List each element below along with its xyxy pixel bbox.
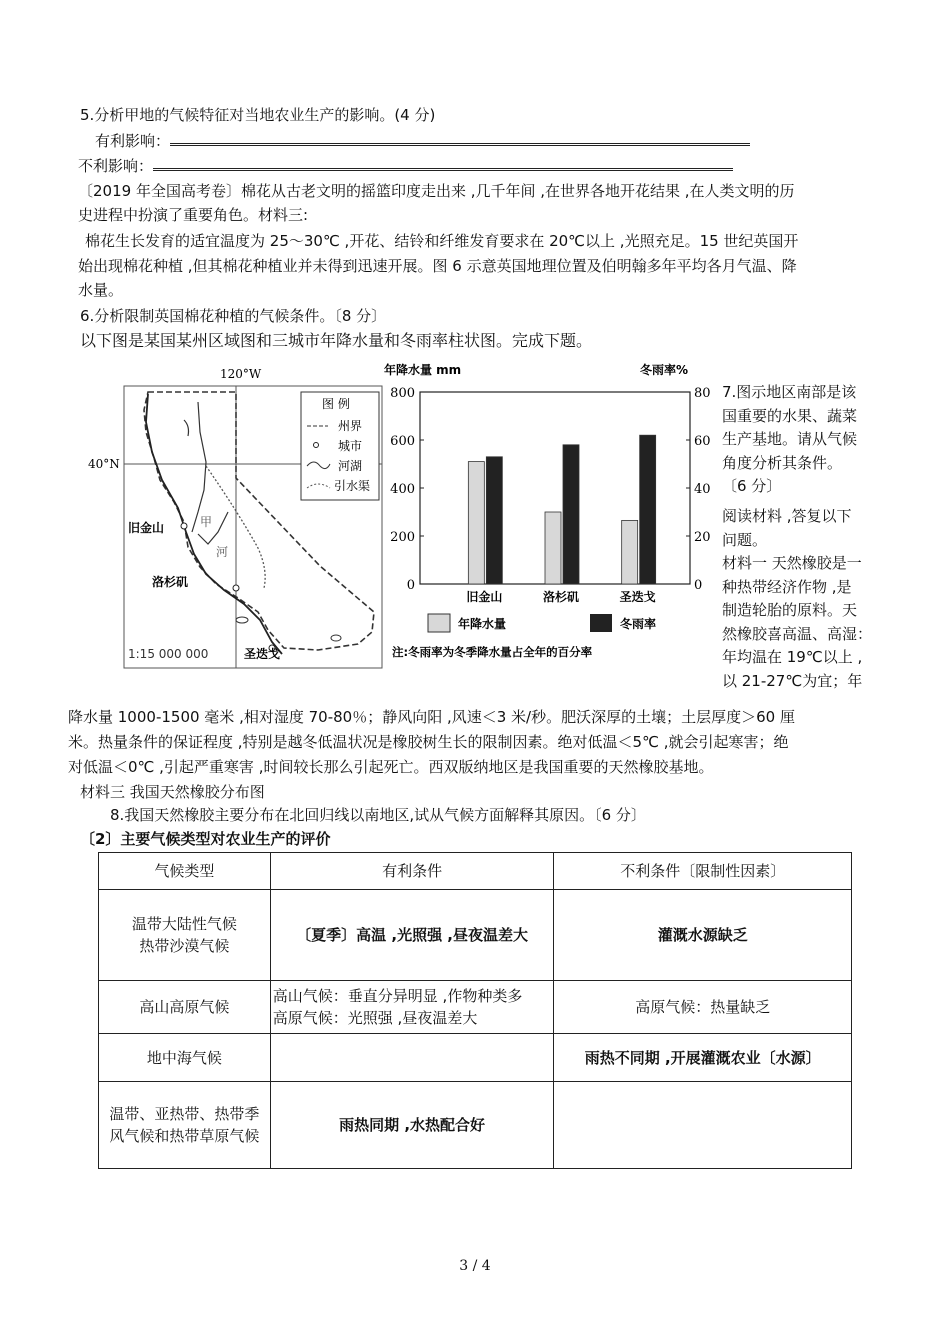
favorable-cell [270,981,554,1034]
q7-line: 角度分析其条件。 [722,453,843,472]
city-los-angeles: 洛杉矶 [152,575,189,589]
table-row [99,1082,852,1169]
precip-bar [468,462,484,584]
favorable-cell-text: 高原气候：光照强 ,昼夜温差大 [272,1009,478,1027]
material-3: 材料三 我国天然橡胶分布图 [80,783,265,801]
q5-favorable-label: 有利影响： [95,132,171,150]
coastline [146,394,282,654]
city-dot-san-francisco [181,523,187,529]
map-scale: 1:15 000 000 [128,647,209,661]
left-tick-label: 0 [406,578,415,593]
climate-type-cell-text: 高山高原气候 [139,998,230,1016]
river-branch [184,420,189,436]
city-san-francisco: 旧金山 [128,521,165,535]
rubber-side-line: 阅读材料 ,答复以下 [722,507,852,525]
material-2019-line1: 〔2019 年全国高考卷〕棉花从古老文明的摇篮印度走出来 ,几千年间 ,在世界各地开花结果 ,在人类文明的历 [78,182,795,200]
q5-unfavorable-label: 不利影响： [78,157,154,175]
unfavorable-cell [554,1034,852,1082]
chart-title-left: 年降水量 mm [384,363,462,377]
header-unfavorable: 不利条件〔限制性因素〕 [554,853,852,890]
legend-precip-label: 年降水量 [458,617,507,631]
legend-winter-label: 冬雨率 [620,617,657,631]
lake-1 [236,617,248,623]
right-tick-label: 20 [694,530,711,545]
legend-river: 河湖 [338,459,363,473]
material-2019-line4: 始出现棉花种植 ,但其棉花种植业并未得到迅速开展。图 6 示意英国地理位置及伯明翰多年平均各月气温、降 [78,257,797,275]
precipitation-chart [384,362,720,672]
city-san-diego: 圣迭戈 [244,647,281,661]
category-label: 洛杉矶 [542,590,580,604]
q6-text: 6.分析限制英国棉花种植的气候条件。〔8 分〕 [80,307,387,325]
right-tick-label: 60 [694,434,711,449]
right-tick-label: 80 [694,386,711,401]
rubber-side-line: 年均温在 19℃以上 , [722,648,863,666]
climate-type-cell [99,981,271,1034]
climate-type-cell-text: 风气候和热带草原气候 [109,1127,260,1145]
left-axis [390,386,424,593]
table-header-row [99,853,852,890]
category-label: 旧金山 [466,590,503,604]
legend-aqueduct: 引水渠 [334,479,371,493]
climate-type-cell-text: 地中海气候 [146,1048,222,1067]
climate-type-cell [99,890,271,981]
material-2019-line5: 水量。 [78,281,124,299]
chart-note: 注:冬雨率为冬季降水量占全年的百分率 [392,645,593,659]
rubber-side-line: 以 21-27℃为宜；年 [722,671,863,690]
table-row [99,1034,852,1082]
chart-title-right: 冬雨率% [640,363,689,377]
climate-evaluation-table [98,852,852,1169]
category-label: 圣迭戈 [619,590,656,604]
rubber-line1: 降水量 1000-1500 毫米 ,相对湿度 70-80％；静风向阳 ,风速＜3 米/秒。肥沃深厚的土壤；土层厚度＞60 厘 [68,708,795,726]
label-jia: 甲 [200,515,213,529]
header-favorable: 有利条件 [270,853,554,890]
precip-bar [622,520,638,584]
climate-type-cell-text: 热带沙漠气候 [139,937,230,955]
q5-text: 5.分析甲地的气候特征对当地农业生产的影响。(4 分) [80,106,436,124]
city-dot-los-angeles [233,585,239,591]
state-map-figure [88,362,384,672]
climate-type-cell-text: 温带大陆性气候 [131,915,237,933]
favorable-cell-text: 〔夏季〕高温 ,光照强 ,昼夜温差大 [296,926,528,944]
q7-line: 7.图示地区南部是该 [722,383,857,401]
favorable-cell [270,890,554,981]
q7-line: 国重要的水果、蔬菜 [722,406,858,425]
climate-type-cell-text: 温带、亚热带、热带季 [109,1105,260,1123]
lake-2 [331,635,341,641]
favorable-cell-text: 高山气候：垂直分异明显 ,作物种类多 [272,987,523,1005]
rubber-line2: 米。热量条件的保证程度 ,特别是越冬低温状况是橡胶树生长的限制因素。绝对低温＜5℃ ,就会引起寒害；绝 [68,733,789,751]
legend-winter-swatch [590,614,612,632]
unfavorable-answer-blank[interactable] [153,156,733,171]
lat-label: 40°N [88,457,120,471]
favorable-cell [270,1082,554,1169]
favorable-cell-text: 雨热同期 ,水热配合好 [339,1116,486,1134]
left-tick-label: 400 [390,482,415,497]
material-2019-line3: 棉花生长发育的适宜温度为 25～30℃ ,开花、结铃和纤维发育要求在 20℃以上 ,光照充足。15 世纪英国开 [85,232,799,250]
winter-rain-bar [640,435,656,584]
label-he: 河 [216,545,229,559]
q7-line: 〔6 分〕 [722,477,782,495]
rubber-line3: 对低温＜0℃ ,引起严重寒害 ,时间较长那么引起死亡。西双版纳地区是我国重要的天然橡胶基地。 [68,758,714,776]
rubber-side-line: 制造轮胎的原料。天 [722,601,858,619]
legend-city: 城市 [338,439,363,453]
rubber-side-line: 问题。 [722,530,768,549]
intro-text: 以下图是某国某州区域图和三城市年降水量和冬雨率柱状图。完成下题。 [80,331,593,350]
legend-precip-swatch [428,614,450,632]
winter-rain-bar [486,457,502,584]
winter-rain-bar [563,445,579,584]
river-north [192,402,206,532]
unfavorable-cell-text: 高原气候：热量缺乏 [635,998,771,1016]
q5-favorable-line [95,130,750,152]
legend-boundary: 州界 [338,419,363,433]
q5-unfavorable-line [78,155,733,177]
material-2019-line2: 史进程中扮演了重要角色。材料三: [78,206,309,224]
q7-line: 生产基地。请从气候 [722,430,858,448]
section-2-title: 〔2〕主要气候类型对农业生产的评价 [80,830,331,848]
category-labels [466,589,655,604]
rubber-side-line: 材料一 天然橡胶是一 [722,554,862,572]
climate-type-cell [99,1082,271,1169]
unfavorable-cell-text: 雨热不同期 ,开展灌溉农业〔水源〕 [584,1048,821,1067]
page-number: 3 / 4 [459,1258,491,1274]
unfavorable-cell [554,981,852,1034]
table-row [99,981,852,1034]
unfavorable-cell [554,1082,852,1169]
right-tick-label: 40 [694,482,711,497]
favorable-cell [270,1034,554,1082]
left-tick-label: 800 [390,386,415,401]
legend-title: 图 例 [322,397,350,411]
bar-group [468,435,655,584]
precip-bar [545,512,561,584]
legend-city-symbol [314,443,319,448]
lon-label: 120°W [220,367,262,381]
right-tick-label: 0 [694,578,703,593]
header-climate-type: 气候类型 [99,853,271,890]
unfavorable-cell-text: 灌溉水源缺乏 [657,926,748,944]
rubber-side-line: 种热带经济作物 ,是 [722,577,852,596]
left-tick-label: 600 [390,434,415,449]
unfavorable-cell [554,890,852,981]
table-row [99,890,852,981]
favorable-answer-blank[interactable] [170,131,750,146]
rubber-side-line: 然橡胶喜高温、高湿： [722,624,873,643]
left-tick-label: 200 [390,530,415,545]
climate-type-cell [99,1034,271,1082]
q8-text: 8.我国天然橡胶主要分布在北回归线以南地区,试从气候方面解释其原因。〔6 分〕 [110,806,646,824]
